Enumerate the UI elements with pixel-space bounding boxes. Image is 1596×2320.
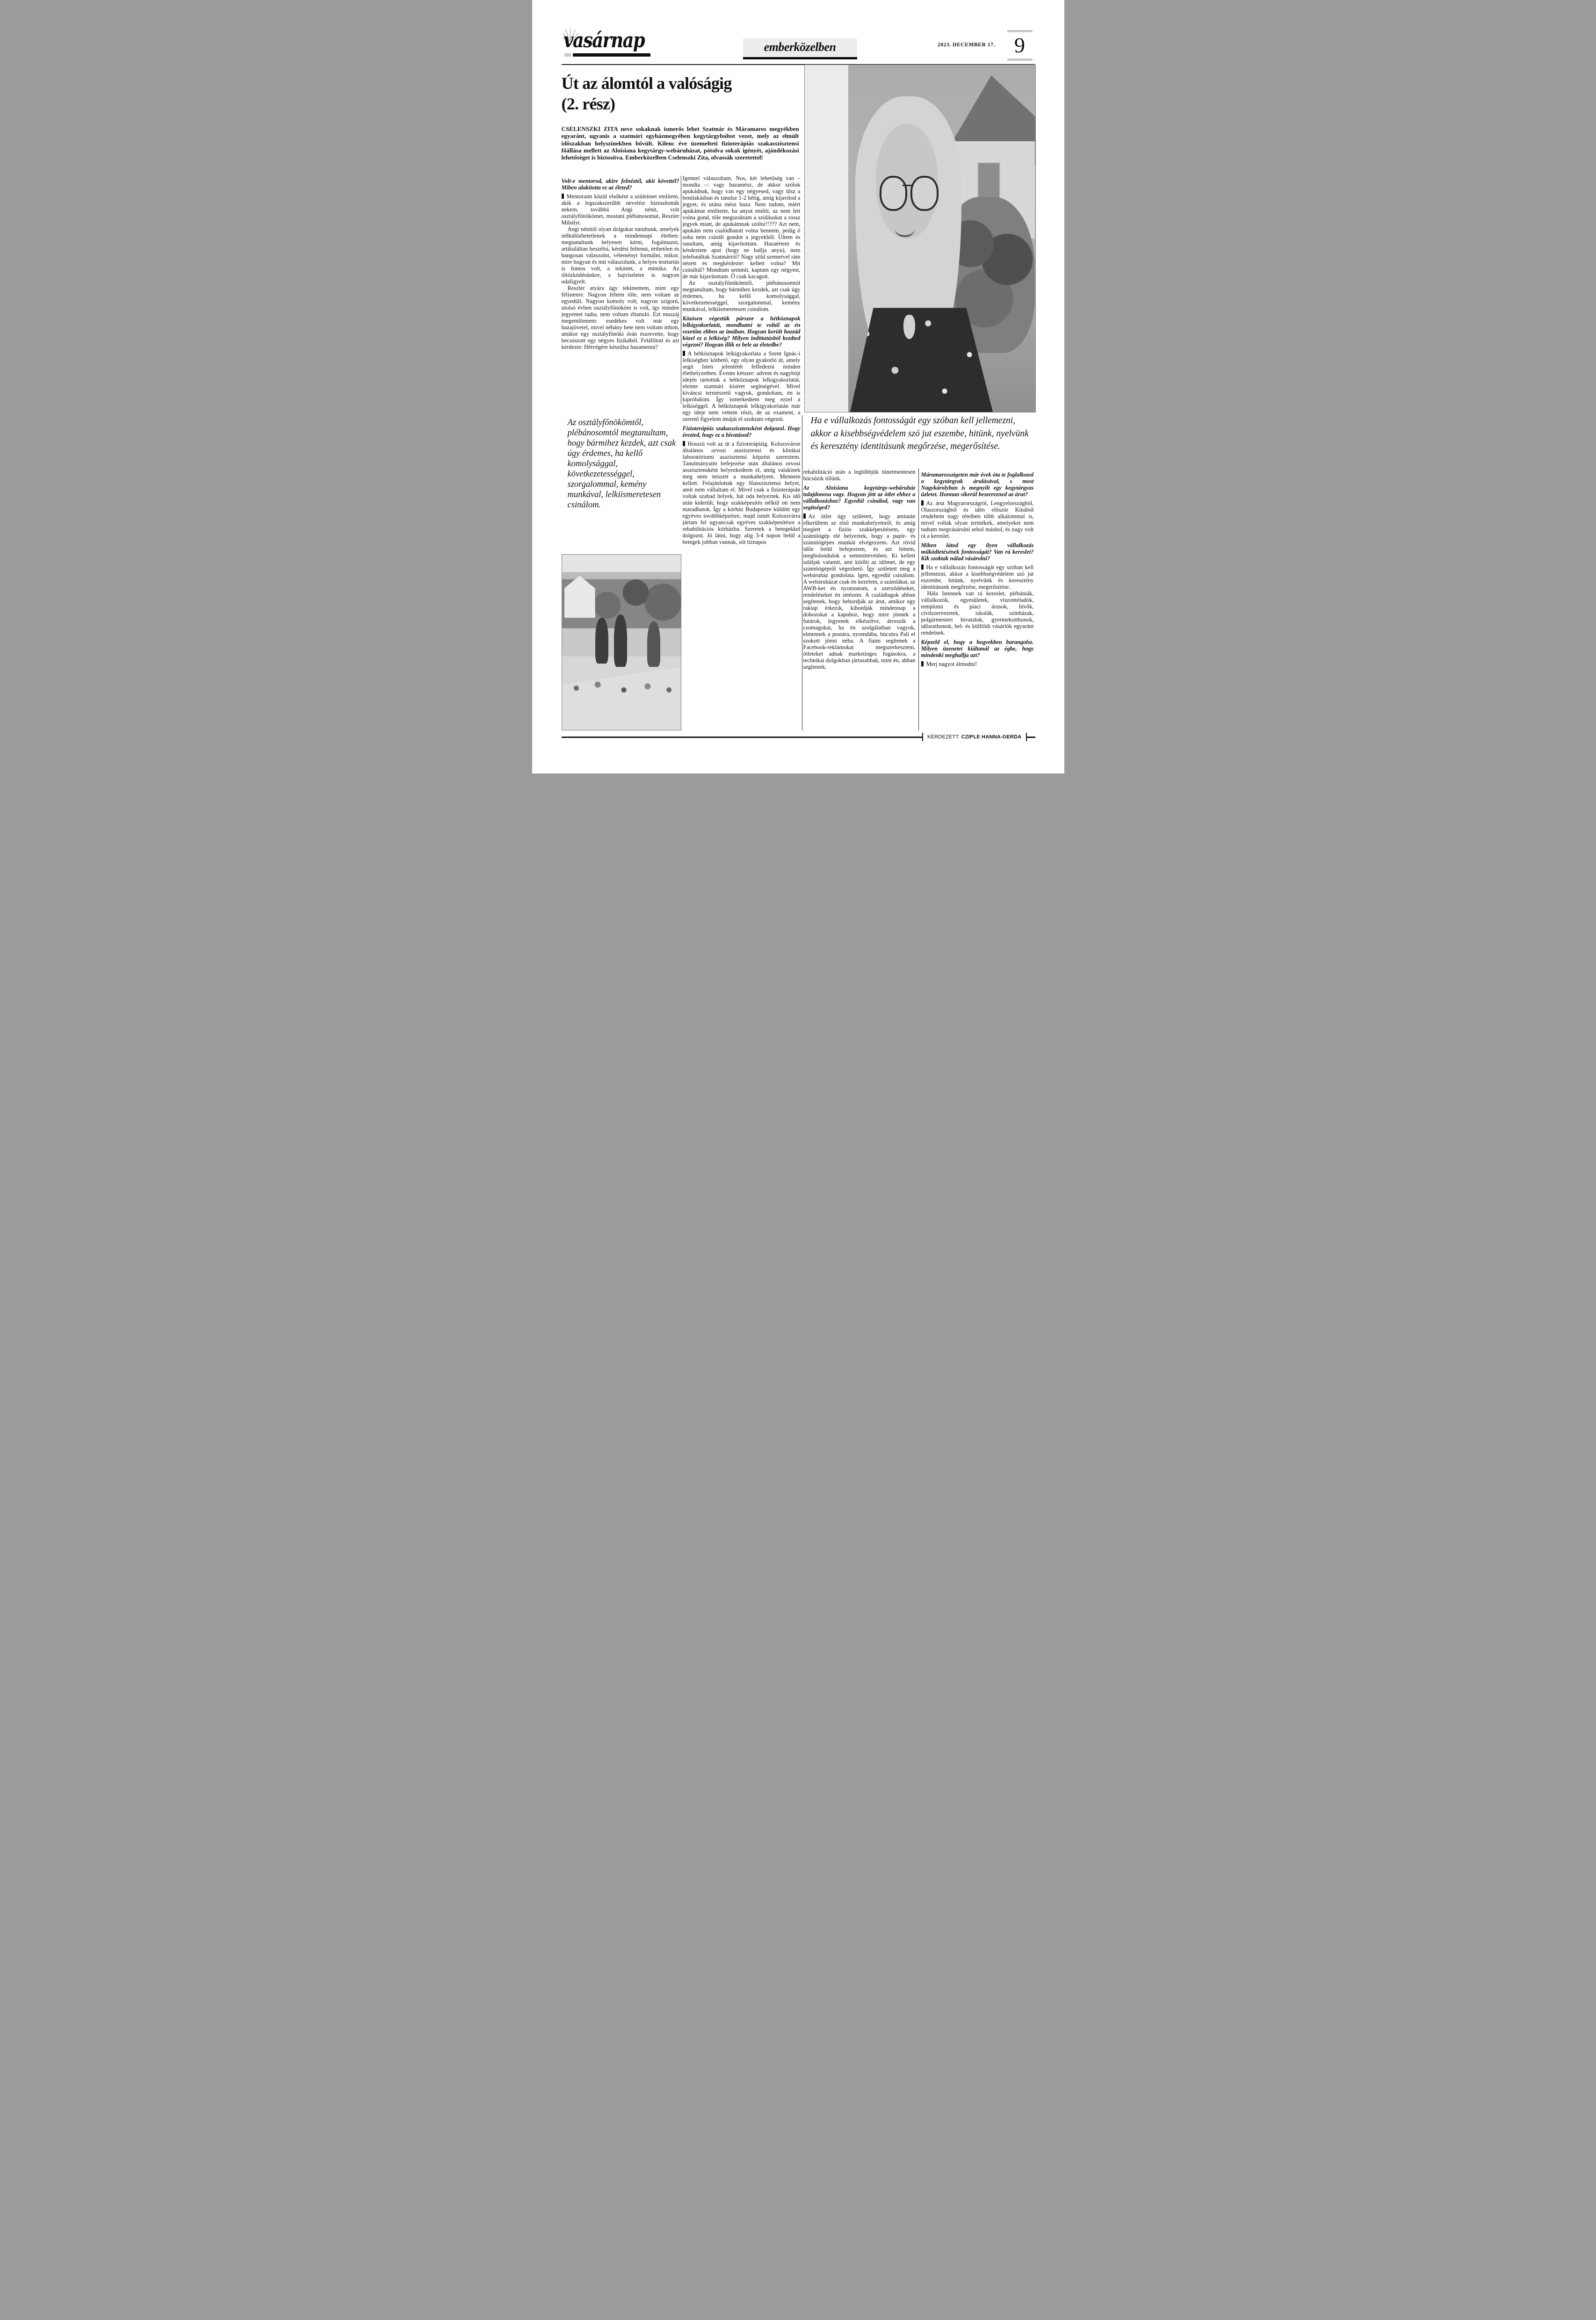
paragraph: Mentoraim közül elsőként a szüleimet említem, akik a legszakszerűbb nevelést biztosították nekem, továbbá Angi nénit, volt osztályfőnökömet, mostani plébánosomat, Reszler Mihályt. [561,193,679,226]
pull-quote-right: Ha e vállalkozás fontosságát egy szóban kell jellemezni, akkor a kisebbségvédelem szó jut eszembe, hitünk, nyelvünk és keresztény identitásunk megőrzése, megerősítése. [810,416,1029,451]
page-number-block [1005,30,1034,61]
glasses-icon [910,176,939,211]
paragraph: Ha e vállalkozás fontosságát egy szóban kell jellemezni, akkor a kisebbségvédelem szó jut eszembe, hitünk, nyelvünk és keresztény identitásunk megőrzése, megerősítése. [921,564,1034,590]
interview-question: Az Aloisiana kegytárgy-webáruház tulajdonosa vagy. Hogyan jött az ötlet ehhez a vállalkozáshoz? Egyedül csinálod, vagy van segítséged? [803,484,916,511]
interview-question: Fizioterápiás szakasszisztensként dolgozol. Hogy érezted, hogy ez a hivatásod? [682,425,801,438]
interview-question: Máramarosszigeten már évek óta te foglalkozol a kegytárgyak árulásával, s most Nagykárolyban is megnyílt egy kegytárgyas üzletet. Honnan sikerül beszerezned az árut? [921,471,1034,498]
photo-pillar [805,65,849,412]
interview-question: Miben látod egy ilyen vállalkozás működtetésének fontosságát? Van rá kereslet? Kik szoktak nálad vásárolni? [921,542,1034,562]
article-title-line2: (2. rész) [561,94,615,113]
paragraph: rehabilitáció után a legtöbbjük tünetmentesen búcsúzik tőlünk. [803,469,916,482]
text-column-3 [803,469,916,730]
paragraph: Hosszú volt az út a fizioterápiáig. Kolozsváron általános orvosi asszisztensi és klinikai laboratóriumi asszisztensi képzést szereztem. Tanulmányaim befejezése után általános orvosi asszisztensként helyezkedtem el, amíg valakinek meg nem tetszett a munkahelyem. Mennem kellett. Felajánlottak egy főasszisztensi helyet, amit nem vállaltam el. Mivel csak a fizioterápián voltak szabad helyek, hát oda helyeztek. Kis idő után kiderült, hogy szakképesítés nélkül ott nem maradhatok. Így a kórház Budapestre küldött egy egyéves továbbképzésre, majd ismét Kolozsvárra jártam fel ugyancsak egyéves szakképesítésre a rehabilitációs kórházba. Szeretek a betegekkel dolgozni. Jó látni, hogy alig 3-4 napon belül a betegek jobban vannak, sőt tíznapos [682,441,801,545]
photo-person [614,614,627,667]
paragraph: Merj nagyot álmodni! [921,661,1034,667]
answer-marker-icon [562,194,564,199]
text-column-2 [683,175,801,731]
event-photo [562,554,681,730]
glasses-icon [880,176,908,211]
newspaper-page [532,0,1064,773]
interview-question: Volt-e mentorod, akire felnéztél, akit követtél? Miben alakította ez az életed? [561,178,679,191]
article-lead: CSELENSZKI ZITA neve sokaknak ismerős lehet Szatmár és Máramaros megyékben egyaránt, ugyanis a szatmári egyházmegyében kegytárgyboltot vezet, mely az elmúlt időszakban helyszínekben bővült. Kilenc éve üzemelteti fizioterápiás szakasszisztensi főállása mellett az Aloisiana kegytárgy-webáruházat, pótolva sokak igényét, ajándékozási lehetőséget is biztosítva. Emberközelben Cselenszki Zita, olvassák szeretettel! [561,125,799,161]
answer-marker-icon [921,500,924,506]
interview-question: Képzeld el, hogy a hegyekben barangolsz. Milyen üzenetet kiáltanál az égbe, hogy mindenki meghallja azt? [921,639,1034,658]
answer-marker-icon [921,564,924,570]
answer-marker-icon [683,441,685,446]
article-title [562,73,802,114]
article-title-line1: Út az álomtól a valóságig [561,74,732,93]
photo-table-items [562,671,681,706]
paragraph: Igennel válaszoltam. Nos, két lehetőség van – mondta –: vagy hazamész, de akkor szólok apukádnak, hogy van egy négyesed, vagy ülsz a bentlakásban és tanulsz 1-2 hétig, amíg kijavítod a jegyet, és utána mész haza. Nem tudom, miért apukámat említette, ha anyut említi, az nem lett volna gond, tőle megszoktam a szidásokat a rossz jegyek miatt, de apukámnak szólni!!??? Azt nem, apukám nem csalódhatott volna bennem, pedig ő soha nem csinált gondot a jegyekből. Ültem és tanultam, amíg kijavítottam. Hazaértem és kérdeztem aput (hogy ne hallja anyu), nem telefonáltak Szatmárról? Nagy zöld szemeivel rám nézett és megkérdezte: kellett volna? Mit csináltál? Mondtam semmit, kaptam egy négyest, de már kijavítottam. Ő csak kacagott. [682,175,801,280]
paragraph: Reszler atyára úgy tekintettem, mint egy félistenre. Nagyon féltem tőle, nem voltam az egyedüli. Nagyon komoly volt, nagyon szigorú, utolsó évben osztályfőnököm is volt, így minden jegyemet tudta, nem voltam éltanuló. Ezt muszáj megemlítenem: esedékes volt már egy hazajövetel, mivel néhány hete nem voltam itthon, amikor egy osztályfőnöki órán észrevette, hogy becsúszott egy négyes fizikából. Felállított és azt kérdezte: Hétvégére készülsz hazamenni? [561,285,679,350]
paragraph: Angi nénitől olyan dolgokat tanultunk, amelyek nélkülözhetetlenek a mindennapi életben: megtanultunk helyesen kérni, fogalmazni, artikuláltan beszélni, kérdést feltenni, érthetően és hangosan válaszolni, véleményt formálni, mikor, mire hogyan és mit válaszolunk, a helyes testtartás is fontos volt, a tekintet, a mimika. Az öltözködésünkre, a hajviseletre is nagyon odafigyelt. [561,226,679,285]
paragraph: Az osztályfőnökömtől, plébánosomtól megtanultam, hogy bármihez kezdek, azt csak úgy érdemes, ha kellő komolysággal, következetességgel, szorgalommal, kemény munkával, lelkiismeretesen csinálom. [682,280,801,312]
section-banner [743,38,857,59]
glasses-bridge [903,185,912,186]
masthead-underline [564,53,650,57]
column-divider [918,469,919,730]
page-number: 9 [1014,33,1025,57]
photo-person [647,622,660,667]
answer-marker-icon [921,661,924,666]
text-column-4 [921,469,1034,730]
interviewer-credit [922,733,1026,741]
photo-person [595,618,608,664]
portrait-photo [804,65,1036,412]
section-title: emberközelben [764,40,836,54]
paragraph: Az árut Magyarországról, Lengyelországból, Olaszországból és idén először Kínából rendeltem nagy tételben több alkalommal is, mivel voltak olyan termékek, amelyeket nem tudtam megvásárolni sehol máshol, és nagy volt rá a kereslet. [921,500,1034,539]
masthead-logo [562,30,660,59]
answer-marker-icon [683,351,685,356]
answer-marker-icon [803,513,806,519]
paragraph: Hála Istennek van rá kereslet, plébániák, vállalkozók, egyesületek, viszonteladók, templomi és piaci árusok, hívők, civilszervezetek, iskolák, színházak, polgármesteri hivatalok, gyermekotthonok, idősotthonok, bel- és külföldi vásárlók egyaránt rendelnek. [921,590,1034,636]
text-column-1 [562,175,679,406]
pull-quote-left: Az osztályfőnökömtől, plébánosomtól megtanultam, hogy bármihez kezdek, azt csak úgy érdemes, ha kellő komolysággal, következetességgel, szorgalommal, kemény munkával, lelkiismeretesen csinálom. [567,418,676,510]
masthead-title: vasárnap [563,29,644,52]
paragraph: Az ötlet úgy született, hogy amiután elkerültem az első munkahelyemről, és amíg meglett a fiziós szakképesítésem, egy számítógép elé helyeztek, hogy a papír- és számítógépes munkát elvégezzem. Azt rövid időn belül befejeztem, és azt hittem, megbolondulok a semmittevésben. Ki kellett találjak valamit, ami kitölti az időmet, de egy számítógépről végezhető. Így született meg a webáruház gondolata. Igen, egyedül csinálom. A webáruházat csak én kezelem, a számlákat, az AWB-ket én nyomtatom, a szerződéseket, rendeléseket én intézem. A családtagok abban segítenek, hogy behordják az árut, amikor egy raklap érkezik, kihordják mindennap a dobozokat a kapuhoz, hogy mire jönnek a futárok, legyenek elkészítve, átveszik a csomagokat, ha én szolgálatban vagyok, elmennek a postára, nyomdába, búcsúra Pali el szokott jönni néha. A fiaim segítenek a Facebook-reklámokat megszerkeszteni, ötleteket adnak marketinges fogásokra, a technikai dolgokban jártasabbak, mint én, abban segítenek. [803,513,916,670]
paragraph: A hétköznapok lelkigyakorlata a Szent Ignác-i lelkiséghez köthető, egy olyan gyakorló út, amely segít Isten jelenlétét felfedezni minden élethelyzetben. Évente kétszer: advent és nagyböjt idején tartottuk a hétköznapok lelkigyakorlatát, eleinte szatmári kíséret segítségével. Mivel kíváncsi természetű vagyok, gondoltam, én is kipróbálom. Így ismerkedtem meg ezzel a lelkiséggel. A hétköznapok lelkigyakorlatán már egy ideje nem vettem részt, de az exament, a szerető figyelem imáját el szoktam végezni. [682,350,801,422]
portrait-smile [895,219,915,237]
interview-question: Közösen végeztük párszor a hétköznapok lelkigyakorlatát, mondhatni te voltál az én vezetőm ebben az imában. Hogyan került hozzád közel ez a lelkiség? Milyen indíttatásból kezdted végezni? Hogyan illik ez bele az életedbe? [682,315,801,348]
page-number-rule-bottom [1007,58,1033,61]
footer [562,732,1035,742]
issue-date: 2023. DECEMBER 17. [937,42,996,48]
interviewer-label: KÉRDEZETT: [927,734,960,740]
interviewer-name: CZIPLE HANNA-GERDA [961,734,1022,740]
